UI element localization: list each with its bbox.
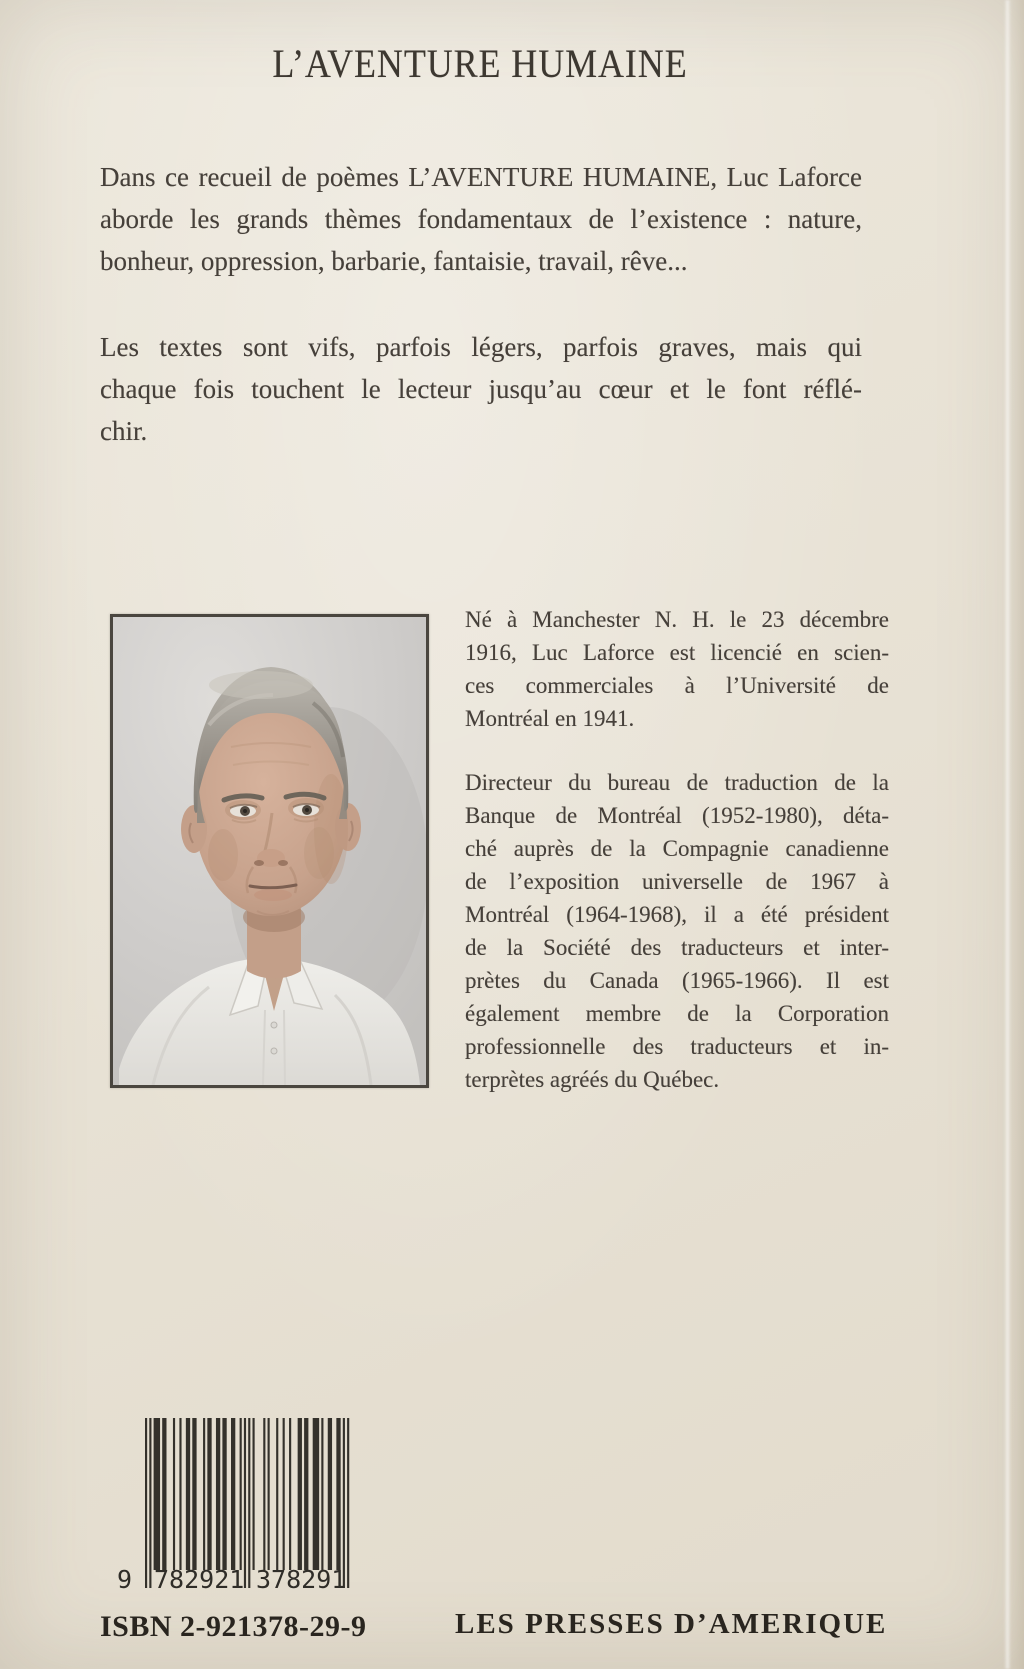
- synopsis-paragraph-2: [100, 326, 862, 452]
- text-line: de l’exposition universelle de 1967 à: [465, 869, 889, 894]
- text-line: 1916, Luc Laforce est licencié en scien-: [465, 640, 889, 665]
- text-line: Montréal en 1941.: [465, 706, 635, 731]
- synopsis-paragraph-1: [100, 156, 862, 282]
- portrait-photo: [113, 617, 426, 1085]
- barcode: [115, 1418, 375, 1618]
- cover-edge-highlight: [1004, 0, 1011, 1669]
- text-line: Banque de Montréal (1952-1980), déta-: [465, 803, 889, 828]
- text-line: Montréal (1964-1968), il a été président: [465, 902, 889, 927]
- barcode-digit-group-1: 782921: [154, 1565, 245, 1594]
- book-title: L’AVENTURE HUMAINE: [272, 41, 688, 86]
- author-bio: [465, 603, 889, 1096]
- text-line: Directeur du bureau de traduction de la: [465, 770, 889, 795]
- text-line: terprètes agréés du Québec.: [465, 1067, 720, 1092]
- text-line: prètes du Canada (1965-1966). Il est: [465, 968, 889, 993]
- photo-frame: [110, 614, 429, 1088]
- text-line: de la Société des traducteurs et inter-: [465, 935, 889, 960]
- barcode-lead-digit: 9: [117, 1565, 133, 1594]
- cover-edge-shade: [1010, 0, 1024, 1669]
- text-line: Les textes sont vifs, parfois légers, parfois graves, mais qui: [100, 332, 862, 362]
- text-line: aborde les grands thèmes fondamentaux de l’existence : nature,: [100, 204, 862, 234]
- text-line: également membre de la Corporation: [465, 1001, 889, 1026]
- text-line: ché auprès de la Compagnie canadienne: [465, 836, 889, 861]
- author-bio-paragraph-2: [465, 766, 889, 1096]
- text-line: bonheur, oppression, barbarie, fantaisie, travail, rêve...: [100, 246, 688, 276]
- text-line: Dans ce recueil de poèmes L’AVENTURE HUMAINE, Luc Laforce: [100, 162, 862, 192]
- barcode-digits: [115, 1565, 360, 1595]
- isbn-label: ISBN 2-921378-29-9: [100, 1610, 367, 1643]
- text-line: professionnelle des traducteurs et in-: [465, 1034, 889, 1059]
- author-bio-paragraph-1: [465, 603, 889, 735]
- text-line: chaque fois touchent le lecteur jusqu’au cœur et le font réflé-: [100, 374, 862, 404]
- text-line: ces commerciales à l’Université de: [465, 673, 889, 698]
- text-line: Né à Manchester N. H. le 23 décembre: [465, 607, 889, 632]
- barcode-digit-group-2: 378291: [256, 1565, 347, 1594]
- text-line: chir.: [100, 416, 148, 446]
- publisher-name: LES PRESSES D’AMERIQUE: [455, 1608, 888, 1640]
